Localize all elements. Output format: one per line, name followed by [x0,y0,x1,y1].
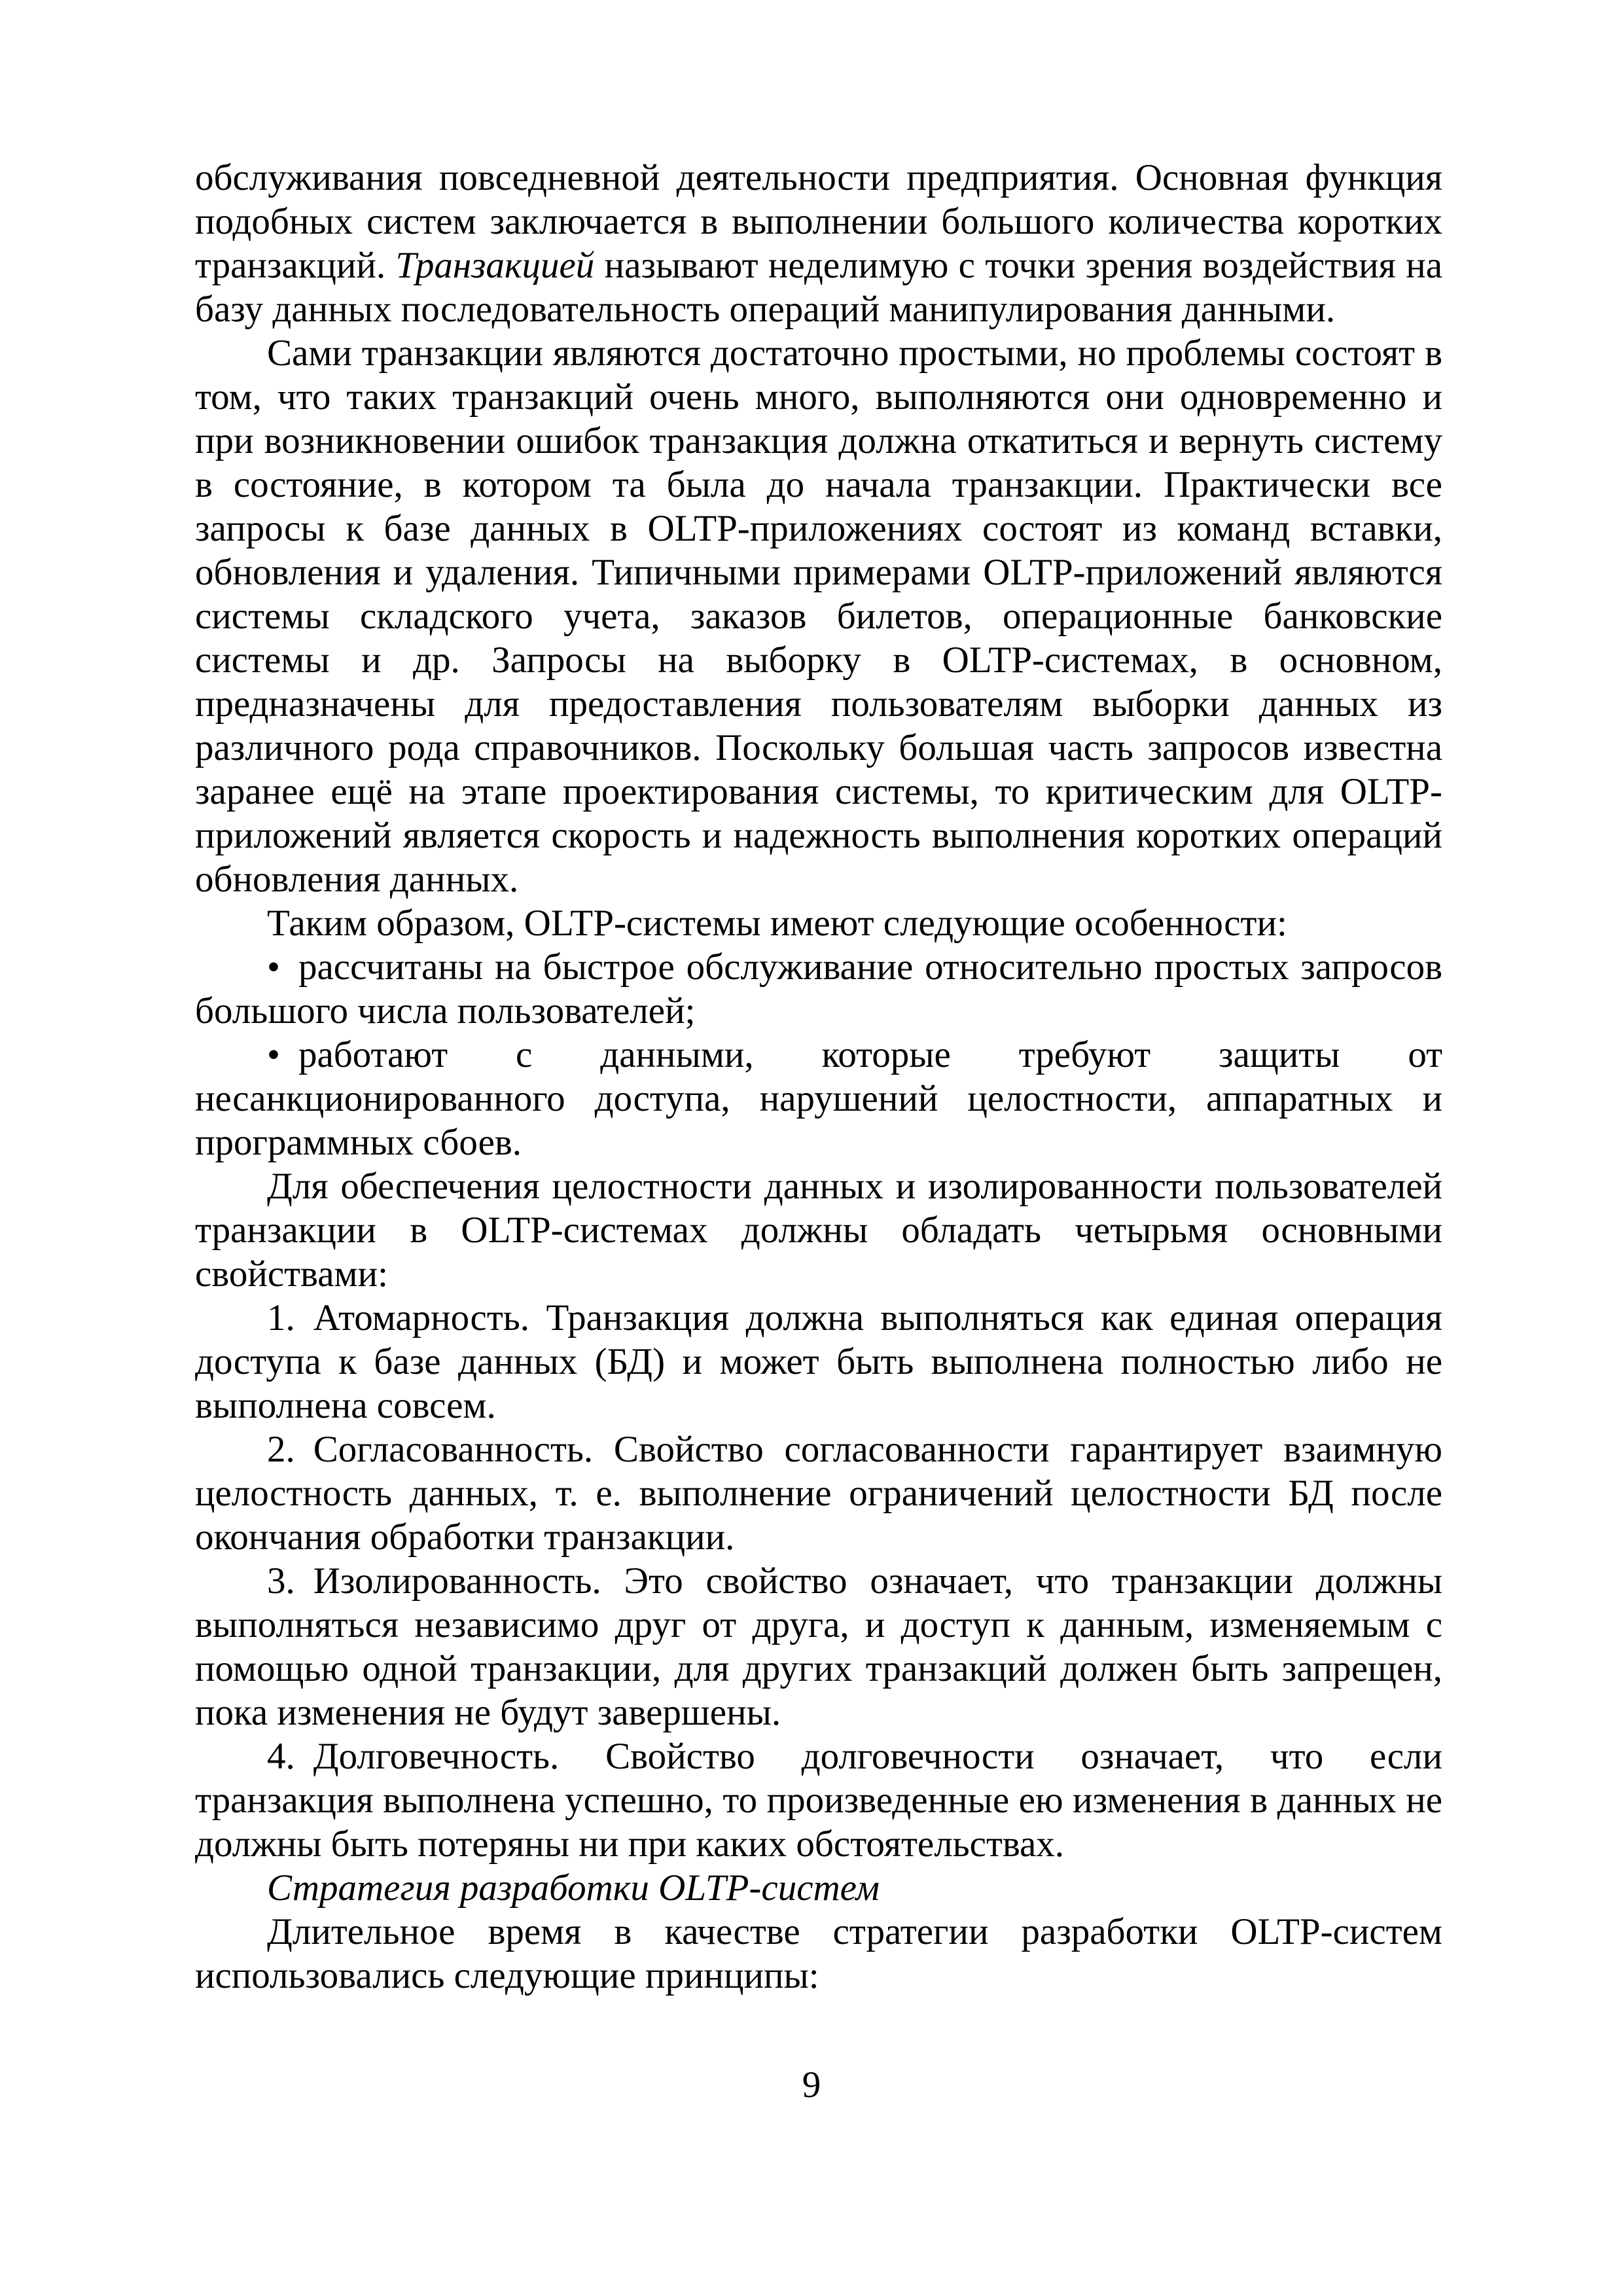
text-run: Таким образом, OLTP-системы имеют следующие особенности: [267,903,1287,944]
paragraph-transactions-simple [195,331,1442,901]
bullet-fast-service [195,945,1442,1033]
text-run: Транзакцией [395,245,595,286]
bullet-data-protection [195,1033,1442,1164]
list-marker: • [267,946,280,988]
text-run: рассчитаны на быстрое обслуживание относительно простых запросов большого числа пользователей; [195,946,1442,1031]
text-run: Сами транзакции являются достаточно простыми, но проблемы состоят в том, что таких транзакций очень много, выполняются они одновременно и при возникновении ошибок транзакция должна откатиться и вернуть систему в состояние, в котором та была до начала транзакции. Практически все запросы к базе данных в OLTP-приложениях состоят из команд вставки, обновления и удаления. Типичными примерами OLTP-приложений являются системы складского учета, заказов билетов, операционные банковские системы и др. Запросы на выборку в OLTP-системах, в основном, предназначены для предоставления пользователям выборки данных из различного рода справочников. Поскольку большая часть запросов известна заранее ещё на этапе проектирования системы, то критическим для OLTP-приложений является скорость и надежность выполнения коротких операций обновления данных. [195,332,1442,900]
text-run: Согласованность. Свойство согласованности гарантирует взаимную целостность данных, т. е. выполнение ограничений целостности БД после окончания обработки транзакции. [195,1429,1442,1558]
page-number: 9 [802,2064,821,2106]
list-item-consistency [195,1427,1442,1559]
list-marker: 1. [267,1297,295,1338]
text-run: Длительное время в качестве стратегии разработки OLTP-систем использовались следующие принципы: [195,1911,1442,1996]
list-marker: 4. [267,1736,295,1777]
document-body [195,156,1442,1998]
text-run: Стратегия разработки OLTP-систем [267,1867,880,1909]
text-run: называют неделимую с точки зрения воздействия на базу данных последовательность операций манипулирования данными. [195,245,1442,330]
text-run: Атомарность. Транзакция должна выполняться как единая операция доступа к базе данных (БД) и может быть выполнена полностью либо не выполнена совсем. [195,1297,1442,1426]
list-item-durability [195,1734,1442,1866]
list-marker: • [267,1034,280,1075]
heading-oltp-strategy [195,1866,1442,1910]
paragraph-oltp-features-lead [195,901,1442,945]
list-item-isolation [195,1559,1442,1734]
paragraph-intro-continued [195,156,1442,331]
list-marker: 3. [267,1560,295,1602]
paragraph-four-properties-lead [195,1164,1442,1296]
paragraph-strategy-lead [195,1910,1442,1998]
list-item-atomicity [195,1296,1442,1427]
text-run: работают с данными, которые требуют защиты от несанкционированного доступа, нарушений целостности, аппаратных и программных сбоев. [195,1034,1442,1163]
text-run: Для обеспечения целостности данных и изолированности пользователей транзакции в OLTP-системах должны обладать четырьмя основными свойствами: [195,1166,1442,1295]
text-run: Долговечность. Свойство долговечности означает, что если транзакция выполнена успешно, то произведенные ею изменения в данных не должны быть потеряны ни при каких обстоятельствах. [195,1736,1442,1865]
list-marker: 2. [267,1429,295,1470]
text-run: обслуживания повседневной деятельности предприятия. Основная функция подобных систем заключается в выполнении большого количества коротких транзакций. [195,157,1442,286]
text-run: Изолированность. Это свойство означает, что транзакции должны выполняться независимо друг от друга, и доступ к данным, изменяемым с помощью одной транзакции, для других транзакций должен быть запрещен, пока изменения не будут завершены. [195,1560,1442,1733]
